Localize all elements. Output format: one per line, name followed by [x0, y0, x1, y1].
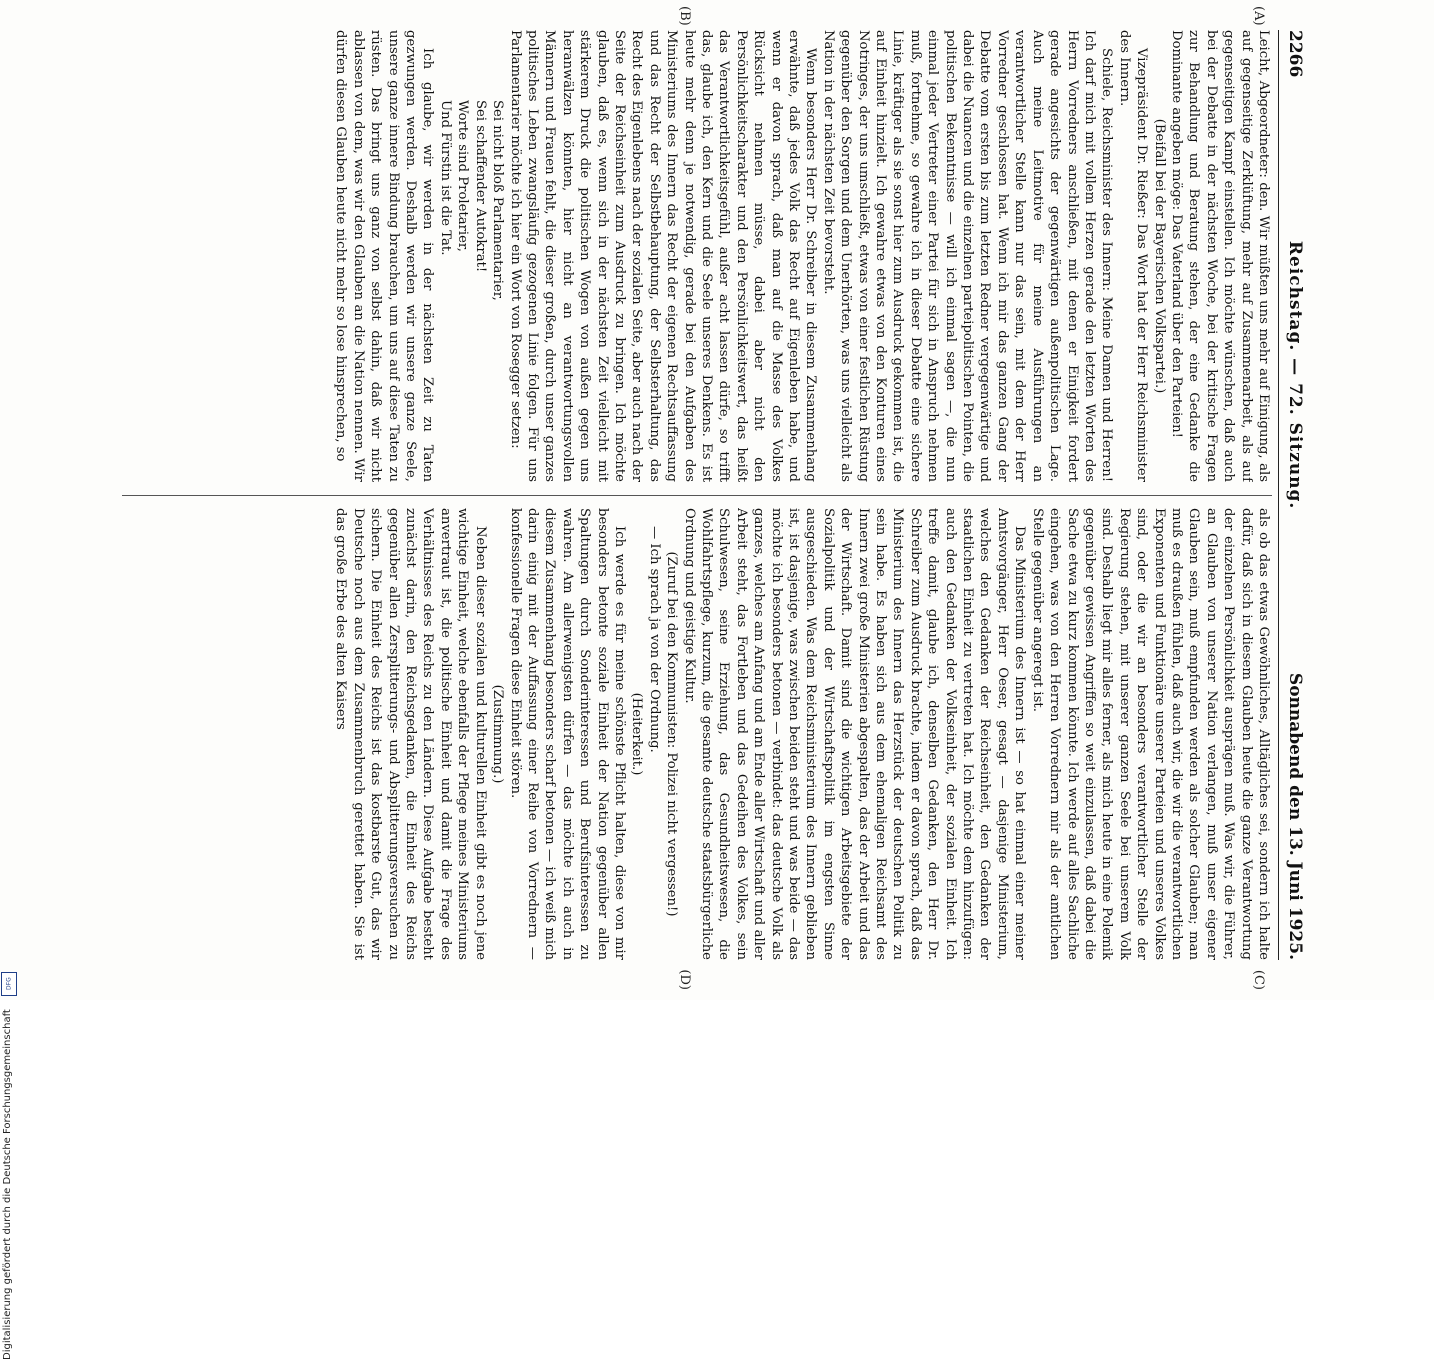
session-date: Sonnabend den 13. Juni 1925.	[1285, 672, 1305, 960]
verse-line: Worte sind Proletarier,	[455, 100, 471, 252]
paragraph: Wenn besonders Herr Dr. Schreiber in diesem Zusammenhang erwähnte, daß jedes Volk das Recht auf Eigenleben habe, und wenn er davon sprach, daß man auf die Masse des Volkes Rücksicht nehmen müsse, dabei aber nicht den Persönlichkeitscharakter und den Persönlichkeitswert, das heißt das Verantwortlichkeitsgefühl, außer acht lassen dürfe, so trifft das, glaube ich, den Kern und die Seele unseres Denkens. Es ist heute mehr denn je notwendig, gerade bei den Aufgaben des Ministeriums des Innern das Recht der eigenen Rechtsauffassung und das Recht der Selbstbehauptung, der Selbsterhaltung, das Recht des Eigenlebens nach der sozialen Seite, aber auch nach der Seite der Reichseinheit zum Ausdruck zu bringen. Ich möchte glauben, daß es, wenn sich in der nächsten Zeit vielleicht mit stärkerem Druck die politischen Wogen von außen gegen uns heranwälzen könnten, hier nicht an verantwortungsvollen Männern und Frauen fehlt, die dieser großen, durch unser ganzes politisches Leben zwangsläufig gezogenen Linie folgen. Für uns Parlamentarier möchte ich hier ein Wort von Rosegger setzen:	[507, 30, 819, 482]
column-divider	[122, 495, 1272, 496]
paragraph: Schiele, Reichsminister des Innern: Meine Damen und Herren! Ich darf mich mit vollem Herzen gerade den letzten Worten des Herrn Vorredners anschließen, mit denen er Einigkeit fordert gerade angesichts der gegenwärtigen außenpolitischen Lage. Auch meine Leitmotive für meine Ausführungen an verantwortlicher Stelle kann nur das sein, mit dem der Herr Vorredner geschlossen hat. Wenn ich mir das ganzen Gang der Debatte vom ersten bis zum letzten Redner vergegenwärtige und dabei die Nuancen und die einzelnen parteipolitischen Pointen, die politischen Bekenntnisse — will ich einmal sagen —, die nun einmal jeder Vertreter einer Partei für sich in Anspruch nehmen muß, fortnehme, so gewahre ich in dieser Debatte eine sichere Linie, kräftiger als sie sonst hier zum Ausdruck gekommen ist, die auf Einheit hinzielt. Ich gewahre etwas von den Konturen eines Notringes, der uns umschließt, etwas von einer festlichen Rüstung gegenüber den Sorgen und dem Unerhörten, was uns vielleicht als Nation in der nächsten Zeit bevorsteht.	[820, 30, 1115, 482]
paragraph: Ich werde es für meine schönste Pflicht halten, diese von mir besonders betonte soziale Einheit der Nation gegenüber allen Spaltungen durch Sonderinteressen und Berufsinteressen zu wahren. Am allerwenigsten dürfen — das möchte ich auch in diesem Zusammenhang besonders scharf betonen — ich weiß mich darin einig mit der Auffassung einer Reihe von Vorrednern — konfessionelle Fragen diese Einheit stören.	[507, 508, 627, 960]
interjection: (Beifall bei der Bayerischen Volkspartei.)	[1151, 118, 1167, 394]
paragraph: Das Ministerium des Innern ist — so hat einmal einer meiner Amtsvorgänger, Herr Oeser, gesagt — dasjenige Ministerium, welches den Gedanken der Reichseinheit, den Gedanken der staatlichen Einheit zu vertreten hat. Ich möchte dem hinzufügen: auch den Gedanken der Volkseinheit, der sozialen Einheit. Ich treffe damit, glaube ich, denselben Gedanken, den Herr Dr. Schreiber zum Ausdruck brachte, indem er davon sprach, daß das Ministerium des Innern das Herzstück der deutschen Politik zu sein habe. Es haben sich aus dem ehemaligen Reichsamt des Innern zwei große Ministerien abgespalten, das der Arbeit und das der Wirtschaft. Damit sind die wichtigen Arbeitsgebiete der Sozialpolitik und der Wirtschaftspolitik im engsten Sinne ausgeschieden. Was dem Reichsministerium des Innern geblieben ist, ist dasjenige, was zwischen beiden steht und was beide — das möchte ich besonders betonen — verbindet: das deutsche Volk als ganzes, welches am Anfang und am Ende aller Wirtschaft und aller Arbeit steht, das Fortleben und das Gedeihen des Volkes, sein Schulwesen, seine Erziehung, das Gesundheitswesen, die Wohlfahrtspflege, kurzum, die gesamte deutsche staatsbürgerliche Ordnung und geistige Kultur.	[681, 508, 1028, 960]
margin-marker-a: (A)	[1251, 6, 1266, 26]
paragraph: — Ich sprach ja von der Ordnung.	[646, 526, 662, 753]
text-columns	[122, 6, 1272, 990]
margin-marker-c: (C)	[1251, 969, 1266, 990]
digitization-credit: Digitalisierung gefördert durch die Deutsche Forschungsgemeinschaft	[2, 1009, 13, 1360]
left-column	[122, 30, 1272, 482]
page-number: 2266	[1285, 30, 1305, 78]
interjection: (Zustimmung.)	[490, 684, 506, 784]
document-page	[107, 0, 1317, 1000]
verse-line: Und Fürstin ist die Tat.	[437, 100, 453, 256]
right-column	[122, 508, 1272, 960]
page-title: Reichstag. — 72. Sitzung.	[1285, 240, 1305, 510]
paragraph: Leicht, Abgeordneter: den. Wir müßten uns mehr auf Einigung, als auf gegenseitige Zerklüftung, mehr auf Zusammenarbeit, als auf gegenseitigen Kampf einstellen. Ich möchte wünschen, daß auch bei der Debatte in der nächsten Woche, bei der kritische Fragen zur Behandlung und Beratung stehen, der eine Gedanke die Dominante angeben möge: Das Vaterland über den Parteien!	[1168, 30, 1271, 482]
dfg-logo-icon: DFG	[1, 972, 17, 996]
verse-line: Sei schaffender Autokrat!	[472, 100, 488, 273]
margin-marker-b: (B)	[677, 6, 692, 26]
paragraph: als ob das etwas Gewöhnliches, Alltägliches sei, sondern ich halte dafür, daß sich in diesem Glauben heute die ganze Verantwortung der einzelnen Persönlichkeit ausprägen muß. Was wir, die Führer, an Glauben von unserer Nation verlangen, muß unser eigener Glauben sein, muß empfunden werden als solcher Glauben; man muß es draußen fühlen, daß auch wir, die wir die verantwortlichen Exponenten und Funktionäre unserer Parteien und unseres Volkes sind, oder die wir an besonders verantwortlicher Stelle der Regierung stehen, mit unserer ganzen Seele bei unserem Volk sind. Deshalb liegt mir alles ferner, als mich heute in eine Polemik gegenüber gewissen Angriffen so weit einzulassen, daß dabei die Sache etwa zu kurz kommen könnte. Ich werde auf alles Sachliche eingehen, was von den Herren Vorrednern mir als der amtlichen Stelle gegenüber angeregt ist.	[1029, 508, 1271, 960]
page-header	[1278, 30, 1305, 960]
verse-line: Sei nicht bloß Parlamentarier,	[490, 100, 506, 301]
interjection: (Heiterkeit.)	[629, 692, 645, 776]
interjection: (Zuruf bei den Kommunisten: Polizei nicht vergessen!)	[664, 551, 680, 917]
paragraph: Neben dieser sozialen und kulturellen Einheit gibt es noch jene wichtige Einheit, welche ebenfalls der Pflege meines Ministeriums anvertraut ist, die politische Einheit und damit die Frage des Verhältnisses des Reichs zu den Ländern. Diese Aufgabe besteht zunächst darin, den Reichsgedanken, die Einheit des Reichs gegenüber allen Zersplitterungs- und Absplitterungsversuchen zu sichern. Die Einheit des Reichs ist das kostbarste Gut, das wir Deutsche noch aus dem Zusammenbruch gerettet haben. Sie ist das große Erbe des alten Kaisers	[333, 508, 488, 960]
paragraph: Ich glaube, wir werden in der nächsten Zeit zu Taten gezwungen werden. Deshalb werden wir unsere ganze Seele, unsere ganze innere Bindung brauchen, um uns auf diese Taten zu rüsten. Das bringt uns ganz von selbst dahin, daß wir nicht ablassen von dem, was wir den Glauben an die Nation nennen. Wir dürfen diesen Glauben heute nicht mehr so lose hinsprechen, so	[333, 30, 436, 482]
paragraph: Vizepräsident Dr. Rießer: Das Wort hat der Herr Reichsminister des Innern.	[1116, 30, 1150, 482]
margin-marker-d: (D)	[677, 969, 692, 990]
